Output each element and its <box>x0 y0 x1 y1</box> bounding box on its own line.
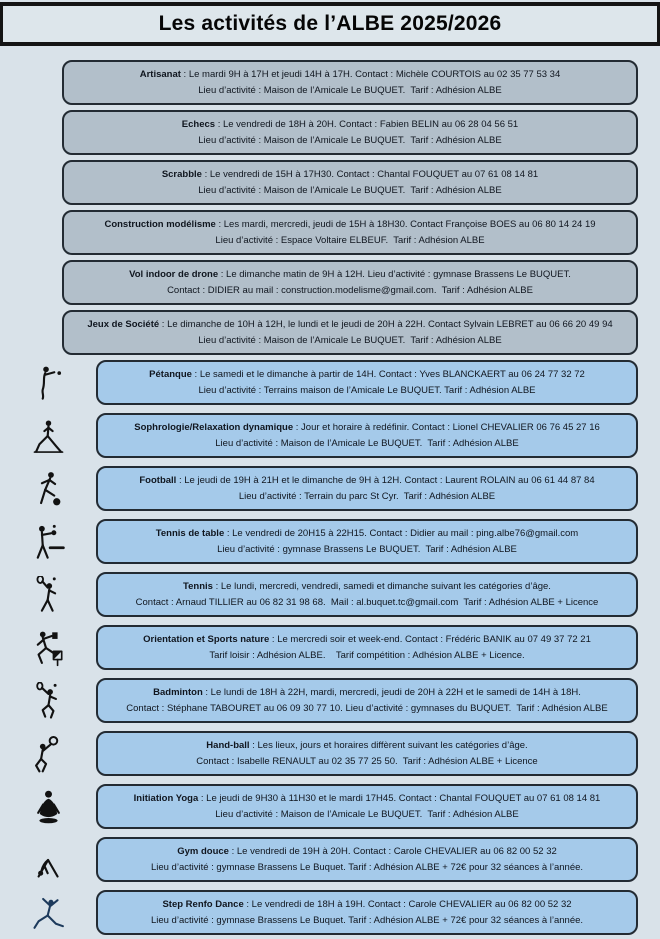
gym-bending-person-icon <box>0 841 96 879</box>
activity-details: Contact : DIDIER au mail : construction.modelisme@gmail.com. Tarif : Adhésion ALBE <box>167 284 533 296</box>
football-player-icon <box>0 470 96 508</box>
activity-row <box>0 160 660 205</box>
activity-row <box>0 731 660 776</box>
activity-details: Lieu d’activité : Terrain du parc St Cyr. Tarif : Adhésion ALBE <box>238 490 496 502</box>
activity-schedule: : Le mardi 9H à 17H et jeudi 14H à 17H. Contact : Michèle COURTOIS au 02 35 77 53 34 <box>180 68 561 80</box>
orienteering-runner-icon <box>0 629 96 667</box>
activity-details: Lieu d’activité : Maison de l’Amicale Le BUQUET. Tarif : Adhésion ALBE <box>198 184 502 196</box>
activity-card <box>96 678 638 723</box>
activity-schedule: : Le vendredi de 20H15 à 22H15. Contact : Didier au mail : ping.albe76@gmail.com <box>224 527 579 539</box>
petanque-player-icon <box>0 364 96 402</box>
activity-row <box>0 572 660 617</box>
activity-row <box>0 466 660 511</box>
activity-name: Tennis de table <box>155 527 225 539</box>
activity-card <box>96 519 638 564</box>
activity-name: Gym douce <box>177 845 229 857</box>
activity-name: Initiation Yoga <box>133 792 199 804</box>
activity-name: Sophrologie/Relaxation dynamique <box>134 421 294 433</box>
activity-schedule: : Le mercredi soir et week-end. Contact : Frédéric BANIK au 07 49 37 72 21 <box>269 633 591 645</box>
activity-row <box>0 310 660 355</box>
page-title: Les activités de l’ALBE 2025/2026 <box>158 12 502 35</box>
activity-name: Hand-ball <box>206 739 250 751</box>
activity-row <box>0 784 660 829</box>
activity-schedule: : Les lieux, jours et horaires diffèrent suivant les catégories d’âge. <box>249 739 528 751</box>
activity-row <box>0 890 660 935</box>
activity-schedule: : Le vendredi de 18H à 19H. Contact : Carole CHEVALIER au 06 82 00 52 32 <box>243 898 572 910</box>
activity-card <box>96 466 638 511</box>
stretching-person-icon <box>0 417 96 455</box>
activity-name: Badminton <box>153 686 203 698</box>
activity-name: Vol indoor de drone <box>129 268 219 280</box>
activity-card <box>62 160 638 205</box>
activity-card <box>62 260 638 305</box>
activity-card <box>96 625 638 670</box>
activity-name: Jeux de Société <box>87 318 160 330</box>
activity-name: Echecs <box>181 118 216 130</box>
activity-schedule: : Le lundi de 18H à 22H, mardi, mercredi, jeudi de 20H à 22H et le samedi de 14H à 18H. <box>202 686 581 698</box>
activity-row <box>0 837 660 882</box>
activity-card <box>96 837 638 882</box>
table-tennis-player-icon <box>0 523 96 561</box>
yoga-meditation-icon <box>0 788 96 826</box>
activity-schedule: : Le vendredi de 18H à 20H. Contact : Fabien BELIN au 06 28 04 56 51 <box>215 118 519 130</box>
handball-player-icon <box>0 735 96 773</box>
activity-name: Construction modélisme <box>104 218 216 230</box>
activity-card <box>96 572 638 617</box>
activity-name: Artisanat <box>139 68 181 80</box>
activity-card <box>96 413 638 458</box>
activity-details: Contact : Arnaud TILLIER au 06 82 31 98 68. Mail : al.buquet.tc@gmail.com Tarif : Adhésion ALBE + Licence <box>135 596 599 608</box>
activity-row <box>0 678 660 723</box>
activity-name: Football <box>139 474 177 486</box>
activity-card <box>96 731 638 776</box>
activity-card <box>96 784 638 829</box>
activity-details: Contact : Stéphane TABOURET au 06 09 30 77 10. Lieu d’activité : gymnases du BUQUET. Tarif : Adhésion ALBE <box>126 702 608 714</box>
activity-schedule: : Le samedi et le dimanche à partir de 14H. Contact : Yves BLANCKAERT au 06 24 77 32 72 <box>191 368 585 380</box>
activity-card <box>62 210 638 255</box>
activity-row <box>0 519 660 564</box>
activity-name: Pétanque <box>149 368 192 380</box>
flyer-page <box>0 2 660 939</box>
activity-name: Step Renfo Dance <box>162 898 244 910</box>
activity-name: Orientation et Sports nature <box>143 633 270 645</box>
activity-card <box>62 310 638 355</box>
activity-schedule: : Le dimanche matin de 9H à 12H. Lieu d’activité : gymnase Brassens Le BUQUET. <box>218 268 571 280</box>
activity-row <box>0 413 660 458</box>
activity-details: Lieu d’activité : Maison de l’Amicale Le BUQUET. Tarif : Adhésion ALBE <box>215 437 519 449</box>
activity-details: Lieu d’activité : Maison de l’Amicale Le BUQUET. Tarif : Adhésion ALBE <box>215 808 519 820</box>
activity-details: Lieu d’activité : Terrains maison de l’Amicale Le BUQUET. Tarif : Adhésion ALBE <box>198 384 536 396</box>
activity-name: Scrabble <box>161 168 202 180</box>
activity-card <box>96 360 638 405</box>
activity-schedule: : Les mardi, mercredi, jeudi de 15H à 18H30. Contact Françoise BOES au 06 80 14 24 19 <box>215 218 596 230</box>
activity-details: Tarif loisir : Adhésion ALBE. Tarif compétition : Adhésion ALBE + Licence. <box>209 649 525 661</box>
badminton-player-icon <box>0 682 96 720</box>
activity-schedule: : Jour et horaire à redéfinir. Contact : Lionel CHEVALIER 06 76 45 27 16 <box>293 421 600 433</box>
activity-row <box>0 260 660 305</box>
activity-row <box>0 110 660 155</box>
activity-details: Lieu d’activité : gymnase Brassens Le Buquet. Tarif : Adhésion ALBE + 72€ pour 32 séances à l’année. <box>150 861 584 873</box>
activity-details: Lieu d’activité : Maison de l’Amicale Le BUQUET. Tarif : Adhésion ALBE <box>198 334 502 346</box>
activity-name: Tennis <box>183 580 213 592</box>
activity-schedule: : Le vendredi de 15H à 17H30. Contact : Chantal FOUQUET au 07 61 08 14 81 <box>201 168 539 180</box>
activity-row <box>0 360 660 405</box>
activity-schedule: : Le dimanche de 10H à 12H, le lundi et le jeudi de 20H à 22H. Contact Sylvain LEBRET au 06 66 20 49 94 <box>159 318 613 330</box>
activities-list <box>0 46 660 935</box>
activity-details: Lieu d’activité : Espace Voltaire ELBEUF. Tarif : Adhésion ALBE <box>215 234 485 246</box>
activity-details: Lieu d’activité : gymnase Brassens Le Buquet. Tarif : Adhésion ALBE + 72€ pour 32 séances à l’année. <box>150 914 584 926</box>
activity-schedule: : Le jeudi de 19H à 21H et le dimanche de 9H à 12H. Contact : Laurent ROLAIN au 06 61 44 87 84 <box>176 474 595 486</box>
activity-card <box>62 60 638 105</box>
activity-row <box>0 60 660 105</box>
dance-lunge-person-icon <box>0 894 96 932</box>
activity-schedule: : Le jeudi de 9H30 à 11H30 et le mardi 17H45. Contact : Chantal FOUQUET au 07 61 08 14 81 <box>198 792 601 804</box>
activity-schedule: : Le lundi, mercredi, vendredi, samedi et dimanche suivant les catégories d’âge. <box>212 580 551 592</box>
activity-card <box>62 110 638 155</box>
activity-details: Lieu d’activité : gymnase Brassens Le BUQUET. Tarif : Adhésion ALBE <box>217 543 517 555</box>
tennis-player-icon <box>0 576 96 614</box>
activity-row <box>0 210 660 255</box>
activity-details: Lieu d’activité : Maison de l’Amicale Le BUQUET. Tarif : Adhésion ALBE <box>198 84 502 96</box>
activity-row <box>0 625 660 670</box>
activity-details: Lieu d’activité : Maison de l’Amicale Le BUQUET. Tarif : Adhésion ALBE <box>198 134 502 146</box>
activity-details: Contact : Isabelle RENAULT au 02 35 77 25 50. Tarif : Adhésion ALBE + Licence <box>196 755 538 767</box>
title-banner <box>0 2 660 46</box>
activity-schedule: : Le vendredi de 19H à 20H. Contact : Carole CHEVALIER au 06 82 00 52 32 <box>228 845 557 857</box>
activity-card <box>96 890 638 935</box>
